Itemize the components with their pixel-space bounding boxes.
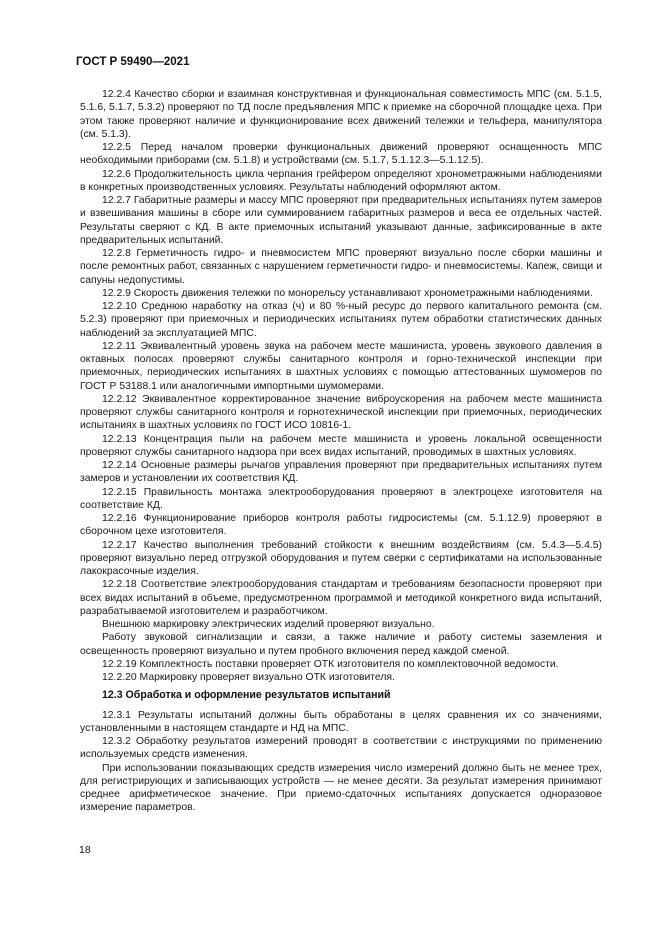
paragraph-12-2-6: 12.2.6 Продолжительность цикла черпания грейфером определяют хронометражными наблюдениями в конкретных производственных условиях. Результаты наблюдений оформляют актом. [80,168,602,193]
document-header: ГОСТ Р 59490—2021 [76,56,190,68]
paragraph-12-2-15: 12.2.15 Правильность монтажа электрооборудования проверяют в электроцехе изготовителя на соответствие КД. [80,486,602,511]
paragraph-12-2-5: 12.2.5 Перед началом проверки функциональных движений проверяют оснащенность МПС необходимыми приборами (см. 5.1.8) и устройствами (см. 5.1.7, 5.1.12.3—5.1.12.5). [80,142,602,167]
paragraph-marking-electrical: Внешнюю маркировку электрических изделий проверяют визуально. [102,619,435,630]
paragraph-12-2-8: 12.2.8 Герметичность гидро- и пневмосистем МПС проверяют визуально после сборки машины и после ремонтных работ, связанных с нарушением герметичности гидро- и пневмосистемы. Капеж, свищи и сапуны недопустимы. [80,248,602,286]
page-number: 18 [79,844,91,856]
document-body [80,88,602,815]
paragraph-12-2-18: 12.2.18 Соответствие электрооборудования стандартам и требованиям безопасности проверяют при всех видах испытаний в объеме, предусмотренном программой и методикой конкретного вида испытаний, разрабатываемой изготовителем и разработчиком. [80,579,602,617]
paragraph-signaling-grounding: Работу звуковой сигнализации и связи, а также наличие и работу системы заземления и освещенность проверяют визуально и путем пробного включения перед каждой сменой. [80,632,602,657]
paragraph-12-2-7: 12.2.7 Габаритные размеры и массу МПС проверяют при предварительных испытаниях путем замеров и взвешивания машины в сборе или суммированием габаритных размеров и веса ее отдельных частей. Результаты сверяют с КД. В акте приемочных испытаний указывают данные, зафиксированные в акте предварительных испытаний. [80,195,602,246]
paragraph-measurement-count: При использовании показывающих средств измерения число измерений должно быть не менее трех, для регистрирующих и записывающих устройств — не менее десяти. За результат измерения принимают среднее арифметическое значение. При приемо-сдаточных испытаниях допускается одноразовое измерение параметров. [80,762,602,814]
paragraph-12-2-16: 12.2.16 Функционирование приборов контроля работы гидросистемы (см. 5.1.12.9) проверяют в сборочном цехе изготовителя. [80,513,602,538]
paragraph-12-2-10: 12.2.10 Среднюю наработку на отказ (ч) и 80 %-ный ресурс до первого капитального ремонта (см. 5.2.3) проверяют при приемочных и периодических испытаниях путем обработки статистических данных наблюдений за эксплуатацией МПС. [80,301,602,339]
paragraph-12-2-20: 12.2.20 Маркировку проверяет визуально ОТК изготовителя. [102,672,395,683]
paragraph-12-2-19: 12.2.19 Комплектность поставки проверяет ОТК изготовителя по комплектовочной ведомости. [102,658,559,670]
paragraph-12-2-17: 12.2.17 Качество выполнения требований стойкости к внешним воздействиям (см. 5.4.3—5.4.5) проверяют визуально перед отгрузкой оборудования и путем сверки с сертификатами на использованные лакокрасочные изделия. [80,539,602,577]
paragraph-12-3-2: 12.3.2 Обработку результатов измерений проводят в соответствии с инструкциями по применению используемых средств изменения. [80,736,602,761]
paragraph-12-2-12: 12.2.12 Эквивалентное корректированное значение виброускорения на рабочем месте машиниста проверяют службы санитарного контроля и горнотехнической инспекции при приемочных, периодических испытаниях в шахтных условиях по ГОСТ ИСО 10816-1. [80,393,602,432]
paragraph-12-2-9: 12.2.9 Скорость движения тележки по монорельсу устанавливают хронометражными наблюдениями. [102,287,593,299]
paragraph-12-3-1: 12.3.1 Результаты испытаний должны быть обработаны в целях сравнения их со значениями, установленными в настоящем стандарте и НД на МПС. [80,709,602,734]
paragraph-12-2-14: 12.2.14 Основные размеры рычагов управления проверяют при предварительных испытаниях путем замеров и установлении их соответствия КД. [80,460,602,485]
paragraph-12-2-13: 12.2.13 Концентрация пыли на рабочем месте машиниста и уровень локальной освещенности проверяют службы санитарного надзора при всех видах испытаний, проводимых в шахтных условиях. [80,433,602,458]
section-title-12-3: 12.3 Обработка и оформление результатов испытаний [102,689,391,702]
paragraph-12-2-4: 12.2.4 Качество сборки и взаимная конструктивная и функциональная совместимость МПС (см. 5.1.5, 5.1.6, 5.1.7, 5.3.2) проверяют по ТД после предъявления МПС к приемке на сборочной площадке цеха. При этом также проверяют наличие и функционирование всех движений тележки и тельфера, манипулятора (см. 5.1.3). [80,89,602,140]
paragraph-12-2-11: 12.2.11 Эквивалентный уровень звука на рабочем месте машиниста, уровень звукового давления в октавных полосах проверяют службы санитарного контроля и горно-технической инспекции при приемочных, периодических испытаниях в шахтных условиях с помощью аттестованных шумомеров по ГОСТ Р 53188.1 или аналогичными импортными шумомерами. [80,340,602,392]
